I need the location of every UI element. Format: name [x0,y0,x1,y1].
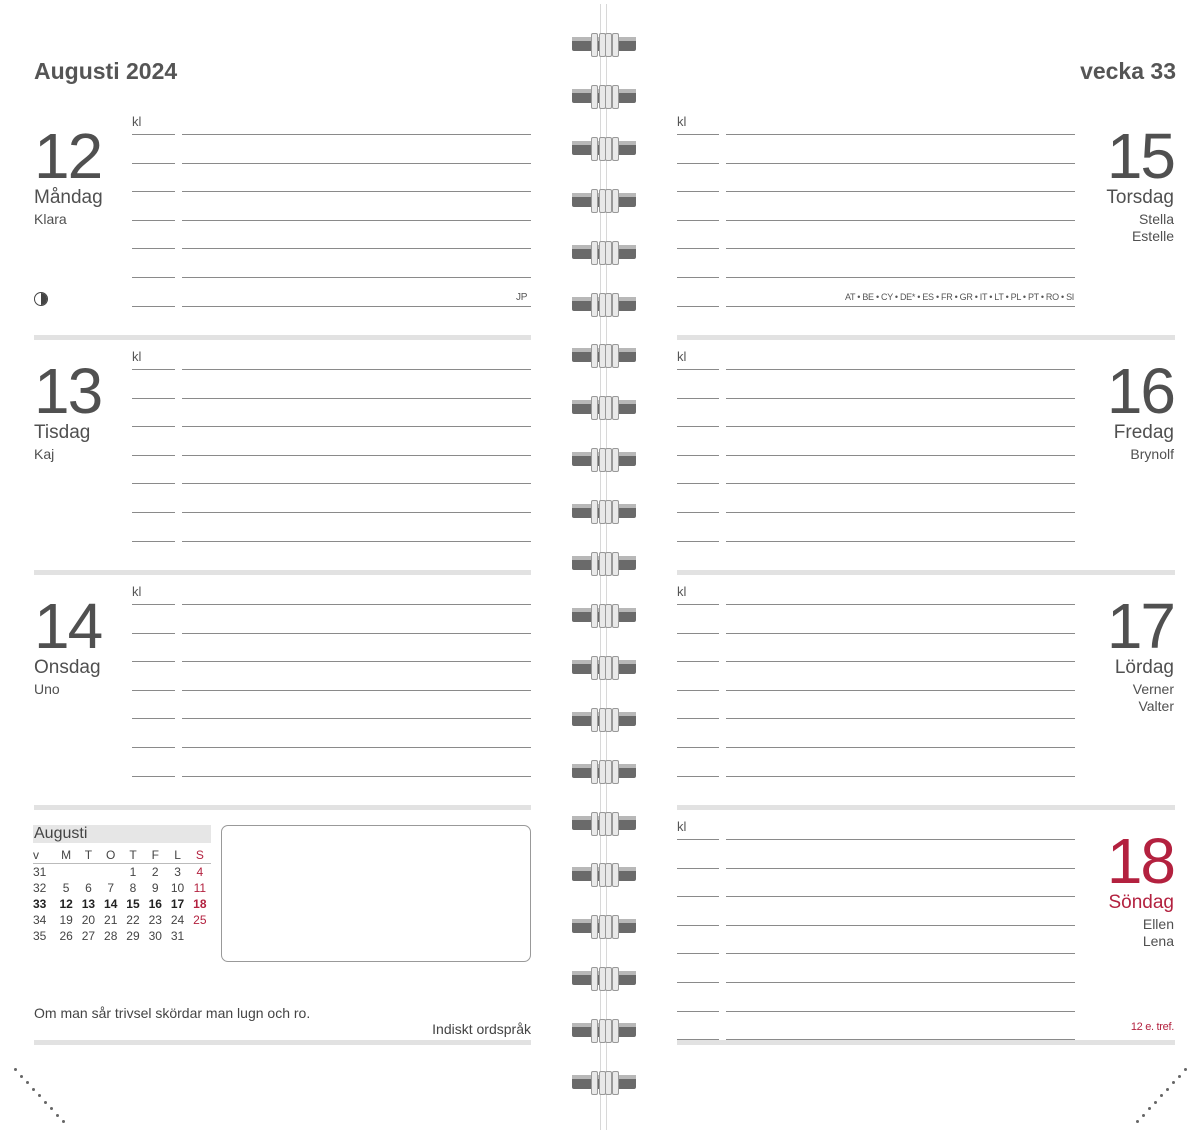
day-separator [34,335,531,340]
perforation-dot [26,1081,29,1084]
mini-calendar-row [33,928,211,944]
time-line [132,191,175,192]
date-cell: 24 [170,913,185,927]
day-name: Torsdag [1106,187,1174,208]
writing-line [726,455,1075,456]
time-line [677,868,719,869]
week-number: 32 [33,881,47,895]
spiral-ring [572,137,636,159]
writing-line [182,661,531,662]
time-line [677,191,719,192]
day-separator [677,570,1175,575]
spiral-ring [572,656,636,678]
date-cell: 30 [148,929,162,943]
writing-line [182,690,531,691]
nameday: Ellen [1142,916,1174,932]
writing-line [182,718,531,719]
writing-line [182,163,531,164]
spiral-ring [572,85,636,107]
time-line [677,369,719,370]
writing-line [726,718,1075,719]
perforation-dot [1166,1088,1169,1091]
spiral-ring [572,241,636,263]
date-cell: 11 [193,881,207,895]
day-separator [677,335,1175,340]
writing-line [726,163,1075,164]
spiral-ring [572,708,636,730]
time-line [677,896,719,897]
perforation-dot [1172,1081,1175,1084]
moon-phase-icon [34,292,48,306]
time-line [677,134,719,135]
week-number: 33 [33,897,47,911]
writing-line [182,248,531,249]
writing-line [726,839,1075,840]
time-line [677,220,719,221]
writing-line [182,455,531,456]
writing-line [182,398,531,399]
time-line [132,455,175,456]
date-cell: 3 [174,865,181,879]
nameday: Stella [1138,211,1174,227]
holiday-note: JP [516,292,528,303]
writing-line [726,925,1075,926]
time-label: kl [132,114,142,129]
mini-calendar-row-current-week [33,896,211,912]
right-page [606,4,1191,1130]
writing-line [726,541,1075,542]
mini-calendar-title: Augusti [33,825,211,843]
time-line [132,277,175,278]
perforation-dot [1142,1114,1145,1117]
time-label: kl [132,349,142,364]
writing-line [182,512,531,513]
time-line [677,455,719,456]
perforation-dot [32,1088,35,1091]
notes-box[interactable] [221,825,531,962]
time-line [132,220,175,221]
time-line [677,747,719,748]
date-cell: 13 [81,897,96,911]
writing-line [726,776,1075,777]
nameday: Lena [1142,933,1174,949]
date-cell: 6 [85,881,92,895]
time-line [132,747,175,748]
writing-line [726,191,1075,192]
date-cell: 15 [126,897,140,911]
writing-line [726,220,1075,221]
day-number: 15 [1106,120,1174,192]
day-number: 12 [34,120,102,192]
perforation-dot [1154,1101,1157,1104]
time-line [677,925,719,926]
nameday: Verner [1132,681,1174,697]
writing-line [726,277,1075,278]
month-title: Augusti 2024 [34,58,178,84]
writing-line [726,134,1075,135]
spiral-ring [572,812,636,834]
date-cell: 26 [59,929,73,943]
date-cell: 17 [170,897,185,911]
date-cell: 10 [170,881,185,895]
day-name: Tisdag [34,422,91,443]
spiral-ring [572,863,636,885]
writing-line [182,483,531,484]
time-line [677,661,719,662]
date-cell: 25 [193,913,207,927]
perforation-dot [14,1068,17,1071]
mini-calendar-header: T [77,846,99,864]
time-line [677,426,719,427]
time-line [132,604,175,605]
quote-author: Indiskt ordspråk [432,1021,531,1037]
writing-line [726,661,1075,662]
time-line [132,690,175,691]
spiral-ring [572,293,636,315]
writing-line [182,369,531,370]
mini-calendar-row [33,864,211,881]
writing-line [726,868,1075,869]
date-cell: 5 [62,881,70,895]
mini-calendar-header: T [122,846,144,864]
sunday-note: 12 e. tref. [1130,1021,1174,1033]
mini-calendar-header: v [33,846,55,864]
date-cell: 16 [148,897,162,911]
mini-calendar-header: F [144,846,166,864]
time-line [132,398,175,399]
perforation-dot [50,1107,53,1110]
writing-line [726,248,1075,249]
time-line [132,661,175,662]
time-line [132,483,175,484]
day-separator [34,570,531,575]
time-line [677,982,719,983]
spiral-ring [572,189,636,211]
time-line [132,306,175,307]
perforation-dot [1136,1120,1139,1123]
spiral-ring [572,967,636,989]
writing-line [182,604,531,605]
day-name: Måndag [34,187,103,208]
date-cell: 7 [107,881,115,895]
time-line [132,512,175,513]
writing-line [182,277,531,278]
date-cell: 12 [59,897,73,911]
date-cell: 1 [129,865,137,879]
writing-line [182,776,531,777]
time-line [677,633,719,634]
mini-calendar [33,825,211,944]
day-number: 14 [34,590,102,662]
mini-calendar-row [33,912,211,928]
time-line [132,541,175,542]
nameday: Uno [34,681,60,697]
week-number: 34 [33,913,47,927]
day-name: Söndag [1108,892,1174,913]
date-cell [55,864,77,881]
date-cell: 14 [104,897,118,911]
spiral-ring [572,1071,636,1093]
day-name: Onsdag [34,657,101,678]
day-separator [34,805,531,810]
date-cell: 20 [81,913,96,927]
time-label: kl [132,584,142,599]
day-separator [677,805,1175,810]
time-line [677,718,719,719]
spiral-ring [572,552,636,574]
time-line [677,953,719,954]
writing-line [726,633,1075,634]
spiral-ring [572,604,636,626]
day-number: 17 [1106,590,1174,662]
writing-line [182,633,531,634]
mini-calendar-header: S [189,846,211,864]
time-label: kl [677,819,687,834]
writing-line [726,896,1075,897]
spiral-ring [572,448,636,470]
nameday: Kaj [34,446,55,462]
spiral-ring [572,760,636,782]
time-line [677,690,719,691]
writing-line [182,306,531,307]
mini-calendar-grid [33,846,211,944]
time-line [132,776,175,777]
time-line [677,248,719,249]
nameday: Klara [34,211,67,227]
writing-line [726,604,1075,605]
week-number: 31 [33,865,47,879]
spiral-ring [572,500,636,522]
date-cell: 8 [129,881,137,895]
date-cell [100,864,122,881]
time-line [677,839,719,840]
day-number: 13 [34,355,102,427]
time-line [677,1039,719,1040]
time-line [677,604,719,605]
day-number: 16 [1106,355,1174,427]
perforation-dot [1184,1068,1187,1071]
day-name: Lördag [1114,657,1174,678]
time-line [677,541,719,542]
writing-line [182,220,531,221]
mini-calendar-header: M [55,846,77,864]
nameday: Brynolf [1130,446,1174,462]
time-line [132,718,175,719]
time-line [677,1011,719,1012]
writing-line [182,541,531,542]
day-separator [677,1040,1175,1045]
writing-line [726,1011,1075,1012]
spiral-ring [572,33,636,55]
time-line [677,398,719,399]
mini-calendar-header: L [166,846,188,864]
date-cell: 28 [104,929,118,943]
time-line [132,163,175,164]
writing-line [726,426,1075,427]
spiral-ring [572,915,636,937]
holiday-note: AT • BE • CY • DE* • ES • FR • GR • IT • LT • PL • PT • RO • SI [845,292,1074,302]
writing-line [726,1039,1075,1040]
writing-line [726,747,1075,748]
writing-line [726,306,1075,307]
week-title: vecka 33 [1080,58,1176,84]
perforation-dot [62,1120,65,1123]
time-line [677,277,719,278]
date-cell: 22 [126,913,140,927]
date-cell: 29 [126,929,140,943]
perforation-dot [20,1075,23,1078]
writing-line [182,747,531,748]
date-cell: 31 [170,929,185,943]
date-cell: 4 [196,865,204,879]
week-number: 35 [33,929,47,943]
date-cell: 21 [104,913,118,927]
perforation-dot [1148,1107,1151,1110]
time-line [677,306,719,307]
time-line [132,369,175,370]
writing-line [182,426,531,427]
time-line [677,483,719,484]
day-separator [34,1040,531,1045]
perforation-dot [38,1094,41,1097]
quote-text: Om man sår trivsel skördar man lugn och ro. [34,1005,311,1021]
perforation-dot [56,1114,59,1117]
time-label: kl [677,349,687,364]
time-line [132,633,175,634]
time-line [677,776,719,777]
time-line [677,163,719,164]
time-line [677,512,719,513]
writing-line [726,369,1075,370]
writing-line [726,398,1075,399]
perforation-dot [44,1101,47,1104]
date-cell [189,928,211,944]
date-cell: 19 [59,913,73,927]
spiral-ring [572,1019,636,1041]
time-line [132,426,175,427]
time-label: kl [677,584,687,599]
writing-line [726,953,1075,954]
writing-line [182,191,531,192]
writing-line [726,690,1075,691]
date-cell: 18 [193,897,207,911]
nameday: Estelle [1131,228,1174,244]
time-line [132,134,175,135]
date-cell [77,864,99,881]
perforation-dot [1178,1075,1181,1078]
date-cell: 9 [151,881,159,895]
writing-line [182,134,531,135]
mini-calendar-row [33,880,211,896]
time-line [132,248,175,249]
perforation-dot [1160,1094,1163,1097]
writing-line [726,483,1075,484]
writing-line [726,512,1075,513]
writing-line [726,982,1075,983]
date-cell: 23 [148,913,162,927]
spiral-ring [572,396,636,418]
day-name: Fredag [1113,422,1174,443]
spiral-ring [572,344,636,366]
nameday: Valter [1138,698,1174,714]
date-cell: 27 [81,929,96,943]
mini-calendar-header: O [100,846,122,864]
date-cell: 2 [151,865,159,879]
time-label: kl [677,114,687,129]
day-number: 18 [1106,825,1174,897]
